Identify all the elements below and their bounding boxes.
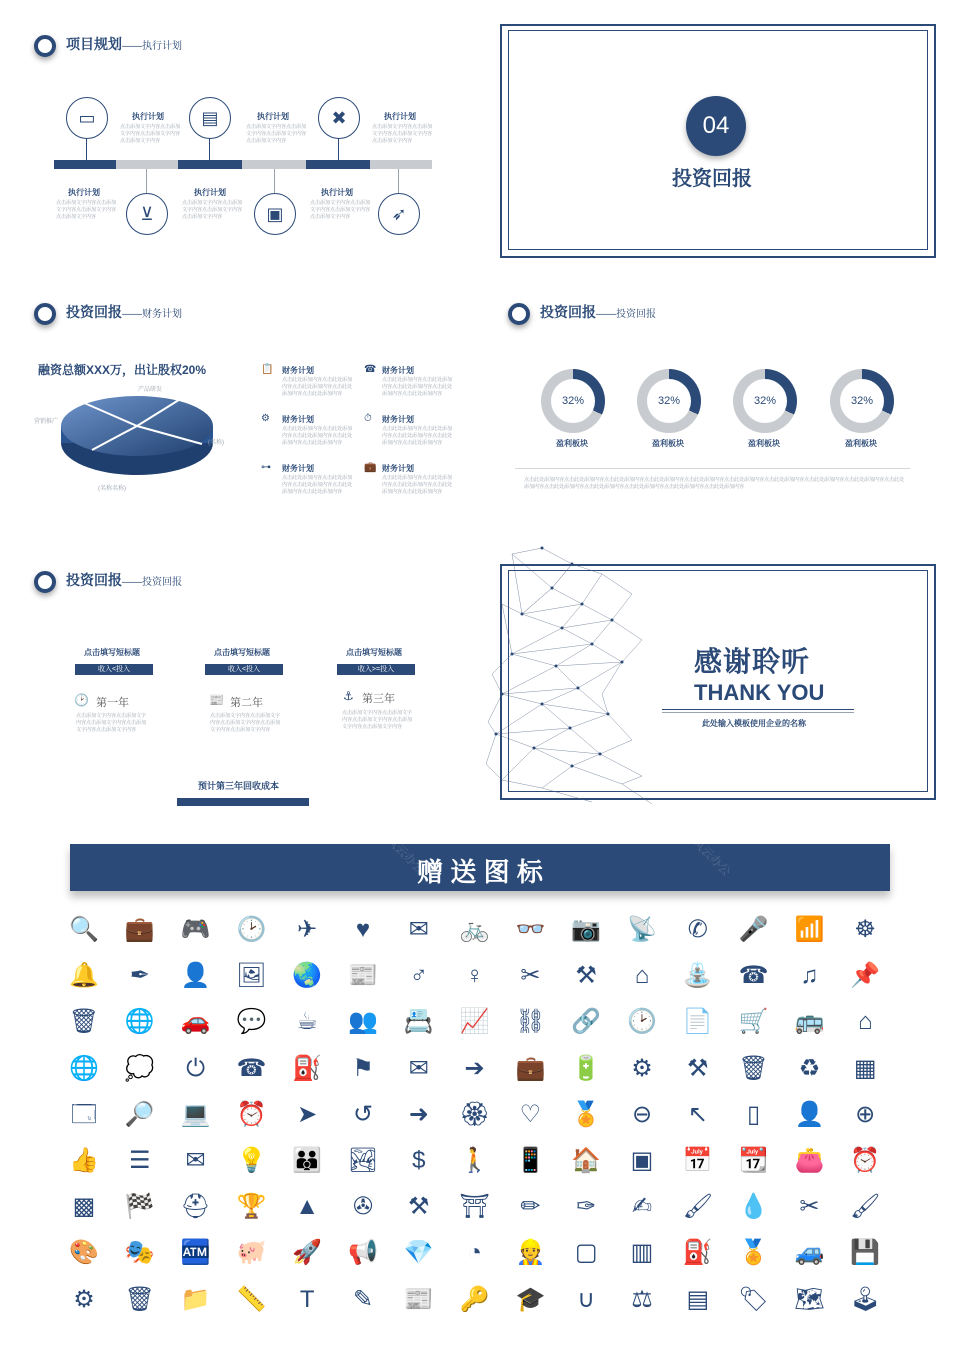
slide-subtitle: ——投资回报 <box>122 577 182 588</box>
masks-icon: 🎭 <box>124 1239 155 1267</box>
arrow-circle-icon: ➔ <box>464 1054 485 1082</box>
cash-register-icon: 🏧 <box>180 1239 211 1267</box>
ring-label: 盈利板块 <box>652 439 684 448</box>
clock-icon: 🕑 <box>627 1008 657 1036</box>
ring-label: 盈利板块 <box>556 439 588 448</box>
walking-icon: 🚶 <box>459 1147 490 1174</box>
home-icon: ⌂ <box>857 1008 873 1036</box>
presentation-icon: ▣ <box>254 193 296 235</box>
telephone-icon: ☎ <box>236 1054 267 1082</box>
connector-line <box>209 138 210 160</box>
award-icon: 🏵 <box>459 1100 490 1128</box>
briefcase-icon: 💼 <box>364 462 377 473</box>
podium-icon: ▥ <box>630 1239 654 1267</box>
finance-item-desc: 点击此处添加内容点击此处添加内容点击此处添加内容点击此处添加内容点击此处添加内容 <box>282 426 353 446</box>
finance-item-desc: 点击此处添加内容点击此处添加内容点击此处添加内容点击此处添加内容点击此处添加内容 <box>382 377 453 397</box>
people-icon: 👪 <box>292 1147 323 1174</box>
finance-item-label: 财务计划 <box>282 366 314 375</box>
col-heading: 点击填写短标题 <box>214 648 270 657</box>
globe-icon: 🌐 <box>69 1054 99 1082</box>
slide-title <box>66 34 182 54</box>
finance-item-desc: 点击此处添加内容点击此处添加内容点击此处添加内容点击此处添加内容点击此处添加内容 <box>282 377 353 397</box>
pie-3d <box>52 388 222 488</box>
chat-bubbles-icon: 💬 <box>236 1008 267 1036</box>
tools-icon: ⚒ <box>408 1193 430 1221</box>
blackboard-icon: ▣ <box>630 1147 654 1174</box>
envelope-icon: ✉ <box>408 1054 429 1082</box>
man-icon: ♂ <box>409 962 428 990</box>
section-number-circle <box>686 96 746 156</box>
text-icon: T <box>299 1285 315 1313</box>
airplane-icon: ✈ <box>297 916 318 943</box>
tie-icon: ⊻ <box>126 193 168 235</box>
gamepad-icon: 🎮 <box>180 916 211 943</box>
ring-value: 32% <box>551 379 595 423</box>
magnet-icon: ∪ <box>577 1285 595 1313</box>
thanks-divider <box>662 709 854 710</box>
mesh-lines <box>486 548 652 804</box>
car-icon: 🚗 <box>180 1008 211 1036</box>
col-heading: 点击填写短标题 <box>346 648 402 657</box>
brush-icon: 🖌 <box>682 1193 714 1221</box>
phone-icon: ✆ <box>687 916 708 943</box>
film-reel-icon: ✇ <box>352 1193 374 1221</box>
gas-pump-icon: ⛽ <box>682 1239 713 1267</box>
finance-item-label: 财务计划 <box>282 464 314 473</box>
list-icon: ☰ <box>129 1147 151 1174</box>
power-icon: ⏻ <box>186 1054 206 1082</box>
wallet-icon: 👛 <box>794 1147 825 1174</box>
connector-line <box>338 138 339 160</box>
thanks-caption: 此处输入模板使用企业的名称 <box>702 719 806 728</box>
tools-icon: ⚒ <box>687 1054 709 1082</box>
gears-icon: ⚙ <box>631 1054 653 1082</box>
payback-bar <box>177 798 309 806</box>
pie-label: (名称) <box>208 440 224 446</box>
cursor-icon: ↖ <box>687 1100 708 1128</box>
glasses-icon: 👓 <box>515 916 546 943</box>
progress-ring <box>541 369 605 433</box>
plan-label: 执行计划 <box>132 112 164 121</box>
progress-ring <box>637 369 701 433</box>
document-hand-icon: 📄 <box>682 1008 713 1036</box>
clipboard-icon: 📋 <box>261 364 274 375</box>
zoom-out-icon: ⊖ <box>631 1100 653 1128</box>
ring-label: 盈利板块 <box>748 439 780 448</box>
lightbulb-icon: 💡 <box>236 1147 267 1174</box>
zoom-in-icon: ⊕ <box>855 1100 876 1128</box>
trash-bin-icon: 🗑 <box>68 1008 100 1036</box>
presentation-icon: 📈 <box>459 1008 490 1036</box>
calendar-grid-icon: 📆 <box>738 1147 769 1174</box>
slide-title <box>540 302 656 322</box>
safe-icon: ▩ <box>72 1193 96 1221</box>
joystick-icon: 🕹 <box>849 1285 881 1313</box>
photos-icon: 🖼 <box>236 962 267 990</box>
payback-label: 预计第三年回收成本 <box>198 781 280 791</box>
anchor-icon: ⚓ <box>343 689 354 703</box>
plan-label: 执行计划 <box>321 188 353 197</box>
window-icon: 🗔 <box>70 1100 98 1128</box>
connector-line <box>86 138 87 160</box>
slide-title <box>66 570 182 590</box>
slide-subtitle: ——执行计划 <box>122 41 182 52</box>
scissors-icon: ✂ <box>799 1193 820 1221</box>
col-desc: 点击添加文字内容点击添加文字内容点击添加文字内容点击添加文字内容点击添加文字内容 <box>76 713 147 733</box>
diamond-icon: 💎 <box>403 1239 434 1267</box>
col-bar: 收入>=投入 <box>337 664 415 675</box>
compass-icon: ☸ <box>854 916 876 943</box>
trash-can-icon: 🗑 <box>738 1054 769 1082</box>
plan-desc: 点击添加文字内容点击添加文字内容点击添加文字内容点击添加文字内容 <box>56 200 117 220</box>
music-note-icon: ♫ <box>800 962 819 990</box>
bicycle-icon: 🚲 <box>459 916 490 943</box>
newspaper-icon: 📰 <box>403 1285 434 1313</box>
section-title: 投资回报 <box>672 168 752 190</box>
telephone-icon: ☎ <box>738 962 769 990</box>
frame-icon: ▢ <box>574 1239 598 1267</box>
search-document-icon: 🔎 <box>124 1100 155 1128</box>
pencil-icon: ✏ <box>520 1193 541 1221</box>
trophy-icon: 🏆 <box>236 1193 267 1221</box>
speech-bubble-icon: 💭 <box>124 1054 155 1082</box>
funding-headline: 融资总额XXX万，出让股权20% <box>38 363 207 377</box>
sitemap-icon: ⛓ <box>515 1008 546 1036</box>
key-icon: 🔑 <box>459 1285 490 1313</box>
thumbs-up-icon: 👍 <box>69 1147 99 1174</box>
newspaper-icon: 📰 <box>209 693 224 707</box>
timeline-segment <box>370 160 432 169</box>
globe-icon: 🌐 <box>124 1008 155 1036</box>
tools-icon: ✖ <box>318 97 360 139</box>
feather-icon: ✒ <box>129 962 150 990</box>
thanks-subtitle: THANK YOU <box>694 680 825 705</box>
laptop-icon: ▭ <box>66 97 108 139</box>
timeline-segment <box>54 160 116 169</box>
gear-icon: ⚙ <box>73 1285 95 1313</box>
paint-roller-icon: 🖌 <box>849 1193 881 1221</box>
floppy-icon: 💾 <box>850 1239 881 1267</box>
trash-icon: 🗑 <box>124 1285 156 1313</box>
connector-line <box>398 169 399 193</box>
pie-label: 产品研发 <box>138 387 163 393</box>
envelope-open-icon: ✉ <box>408 916 429 943</box>
plan-desc: 点击添加文字内容点击添加文字内容点击添加文字内容点击添加文字内容 <box>120 124 181 144</box>
quill-icon: ✍ <box>631 1193 653 1221</box>
plan-desc: 点击添加文字内容点击添加文字内容点击添加文字内容点击添加文字内容 <box>310 200 371 220</box>
helmet-icon: ⛑ <box>180 1193 211 1221</box>
image-icon: 🏞 <box>347 1147 379 1174</box>
globe-search-icon: 🌏 <box>292 962 323 990</box>
icons-banner-watermark: 风云办公 <box>383 832 428 877</box>
slide-title-text: 投资回报 <box>540 304 596 320</box>
fuel-icon: ⛽ <box>292 1054 323 1082</box>
scissors-icon: ✂ <box>520 962 541 990</box>
dropper-icon: 💧 <box>738 1193 769 1221</box>
browser-icon: 📰 <box>348 962 378 990</box>
finance-item-desc: 点击此处添加内容点击此处添加内容点击此处添加内容点击此处添加内容点击此处添加内容 <box>282 475 353 495</box>
gear-icon: ⚙ <box>261 413 270 424</box>
tablet-icon: ▯ <box>746 1100 761 1128</box>
rocket-icon: 🚀 <box>292 1239 323 1267</box>
col-desc: 点击添加文字内容点击添加文字内容点击添加文字内容点击添加文字内容点击添加文字内容 <box>342 710 413 730</box>
link-icon: 🔗 <box>571 1008 602 1036</box>
megaphone-icon: 📢 <box>348 1239 378 1267</box>
timeline-segment <box>306 160 370 169</box>
ring-value: 32% <box>743 379 787 423</box>
antenna-icon: 📶 <box>794 916 825 943</box>
bus-icon: 🚌 <box>794 1008 825 1036</box>
ruler-icon: 📏 <box>236 1285 267 1313</box>
timeline-segment <box>242 160 306 169</box>
cabinet-icon: ▤ <box>189 97 231 139</box>
coffee-icon: ☕ <box>296 1008 318 1036</box>
timer-icon: ⏱ <box>364 413 372 424</box>
ring-value: 32% <box>840 379 884 423</box>
user-icon: 👤 <box>794 1100 825 1128</box>
mobile-icon: 📱 <box>515 1147 546 1174</box>
slide-title-text: 投资回报 <box>66 572 122 588</box>
search-icon: 🔍 <box>69 916 99 943</box>
house-icon: 🏠 <box>571 1147 602 1174</box>
divider-line <box>515 468 910 469</box>
connector-line <box>274 169 275 193</box>
finance-item-label: 财务计划 <box>382 464 414 473</box>
faucet-icon: ⛲ <box>682 962 713 990</box>
pushpin-icon: 📌 <box>850 962 881 990</box>
finance-item-label: 财务计划 <box>382 366 414 375</box>
timeline-segment <box>178 160 242 169</box>
gauge-icon: ◔ <box>467 1239 482 1267</box>
folder-icon: 📁 <box>180 1285 211 1313</box>
pie-label: (名称名称) <box>98 486 126 492</box>
finance-item-label: 财务计划 <box>382 415 414 424</box>
tag-icon: 🏷 <box>738 1285 769 1313</box>
tools-icon: ⚒ <box>575 962 597 990</box>
cars-icon: 🚙 <box>794 1239 825 1267</box>
timeline-segment <box>116 160 178 169</box>
heart-outline-icon: ♡ <box>519 1100 542 1128</box>
user-chat-icon: 👤 <box>180 962 211 990</box>
slide-title-text: 投资回报 <box>66 304 122 320</box>
ring-value: 32% <box>647 379 691 423</box>
camera-icon: 📷 <box>571 916 602 943</box>
pie-label: 营销推广 <box>34 419 59 425</box>
money-chat-icon: $ <box>412 1147 426 1174</box>
calculator-icon: ▦ <box>853 1054 877 1082</box>
woman-icon: ♀ <box>465 962 484 990</box>
plan-desc: 点击添加文字内容点击添加文字内容点击添加文字内容点击添加文字内容 <box>246 124 307 144</box>
col-bar: 收入<投入 <box>75 664 153 675</box>
bullet-dot <box>34 35 56 57</box>
icons-banner <box>70 832 890 891</box>
col-heading: 点击填写短标题 <box>84 648 140 657</box>
thanks-divider <box>662 712 854 713</box>
alarm-clock-icon: ⏰ <box>236 1100 267 1128</box>
checkered-flag-icon: 🏁 <box>124 1193 155 1221</box>
finish-line-icon: ⛩ <box>459 1193 490 1221</box>
history-icon: ↺ <box>352 1100 374 1128</box>
ring-paragraph: 点击此处添加内容点击此处添加内容点击此处添加内容点击此处添加内容点击此处添加内容点击此处添加内容点击此处添加内容点击此处添加内容点击此处添加内容点击此处添加内容点击此处添加内容点击此处添加内容点击此处添加内容点击此处添加内容点击此处添加内容 <box>524 477 905 490</box>
clock-icon: 🕑 <box>74 693 89 707</box>
mail-icon: ✉ <box>185 1147 206 1174</box>
heart-icon: ♥ <box>355 916 371 943</box>
connector-line <box>146 169 147 193</box>
briefcase-icon: 💼 <box>124 916 155 943</box>
palette-icon: 🎨 <box>69 1239 99 1267</box>
plan-label: 执行计划 <box>194 188 226 197</box>
group-icon: 👥 <box>348 1008 378 1036</box>
ring-label: 盈利板块 <box>845 439 877 448</box>
finance-item-desc: 点击此处添加内容点击此处添加内容点击此处添加内容点击此处添加内容点击此处添加内容 <box>382 426 453 446</box>
bullet-dot <box>508 303 530 325</box>
plan-label: 执行计划 <box>257 112 289 121</box>
icons-banner-title: 赠 送 图 标 <box>417 857 543 887</box>
edit-icon: ✎ <box>352 1285 374 1313</box>
icons-banner-watermark: 风云办公 <box>689 834 734 879</box>
recycle-cup-icon: ♻ <box>798 1054 821 1082</box>
col-desc: 点击添加文字内容点击添加文字内容点击添加文字内容点击添加文字内容点击添加文字内容 <box>210 713 281 733</box>
slide-subtitle: ——投资回报 <box>596 309 656 320</box>
calendar-icon: 📅 <box>682 1147 713 1174</box>
pen-nib-icon: ✑ <box>576 1193 597 1221</box>
clock-icon: 🕑 <box>236 916 267 943</box>
send-icon: ➤ <box>297 1100 318 1128</box>
col-year: 第三年 <box>362 693 395 705</box>
col-bar: 收入<投入 <box>205 664 283 675</box>
cart-icon: 🛒 <box>738 1008 769 1036</box>
plan-desc: 点击添加文字内容点击添加文字内容点击添加文字内容点击添加文字内容 <box>372 124 433 144</box>
satellite-dish-icon: 📡 <box>627 916 657 943</box>
alarm-icon: ⏰ <box>850 1147 881 1174</box>
slide-title-text: 项目规划 <box>66 36 122 52</box>
flag-icon: ⚑ <box>352 1054 374 1082</box>
bell-icon: 🔔 <box>69 962 99 990</box>
plan-label: 执行计划 <box>384 112 416 121</box>
col-year: 第一年 <box>96 697 129 709</box>
cone-icon: ▲ <box>295 1193 320 1221</box>
section-number: 04 <box>702 112 730 139</box>
medal-icon: 🏅 <box>738 1239 769 1267</box>
piggy-bank-icon: 🐖 <box>236 1239 267 1267</box>
scales-icon: ⚖ <box>631 1285 653 1313</box>
easel-icon: ▤ <box>686 1285 710 1313</box>
map-icon: 🗺 <box>794 1285 825 1313</box>
contacts-icon: 📇 <box>403 1008 434 1036</box>
home-icon: ⌂ <box>634 962 650 990</box>
toggle-icon: ⊶ <box>261 462 271 473</box>
arrow-right-icon: ➜ <box>408 1100 429 1128</box>
laptop-icon: 💻 <box>180 1100 211 1128</box>
col-year: 第二年 <box>230 697 263 709</box>
slide-title <box>66 302 182 322</box>
progress-ring <box>733 369 797 433</box>
microphone-icon: 🎤 <box>738 916 769 943</box>
bullet-dot <box>34 571 56 593</box>
thanks-title: 感谢聆听 <box>694 646 811 677</box>
progress-ring <box>830 369 894 433</box>
rocket-icon: ➶ <box>378 193 420 235</box>
phone-icon: ☎ <box>364 364 377 375</box>
network-mesh <box>482 544 662 806</box>
suitcase-icon: 💼 <box>515 1054 546 1082</box>
battery-icon: 🔋 <box>571 1054 602 1082</box>
bullet-dot <box>34 303 56 325</box>
finance-item-label: 财务计划 <box>282 415 314 424</box>
plan-desc: 点击添加文字内容点击添加文字内容点击添加文字内容点击添加文字内容 <box>182 200 243 220</box>
finance-item-desc: 点击此处添加内容点击此处添加内容点击此处添加内容点击此处添加内容点击此处添加内容 <box>382 475 453 495</box>
plan-label: 执行计划 <box>68 188 100 197</box>
slide-subtitle: ——财务计划 <box>122 309 182 320</box>
graduation-cap-icon: 🎓 <box>515 1285 546 1313</box>
medal-icon: 🏅 <box>571 1100 602 1128</box>
worker-icon: 👷 <box>515 1239 546 1267</box>
